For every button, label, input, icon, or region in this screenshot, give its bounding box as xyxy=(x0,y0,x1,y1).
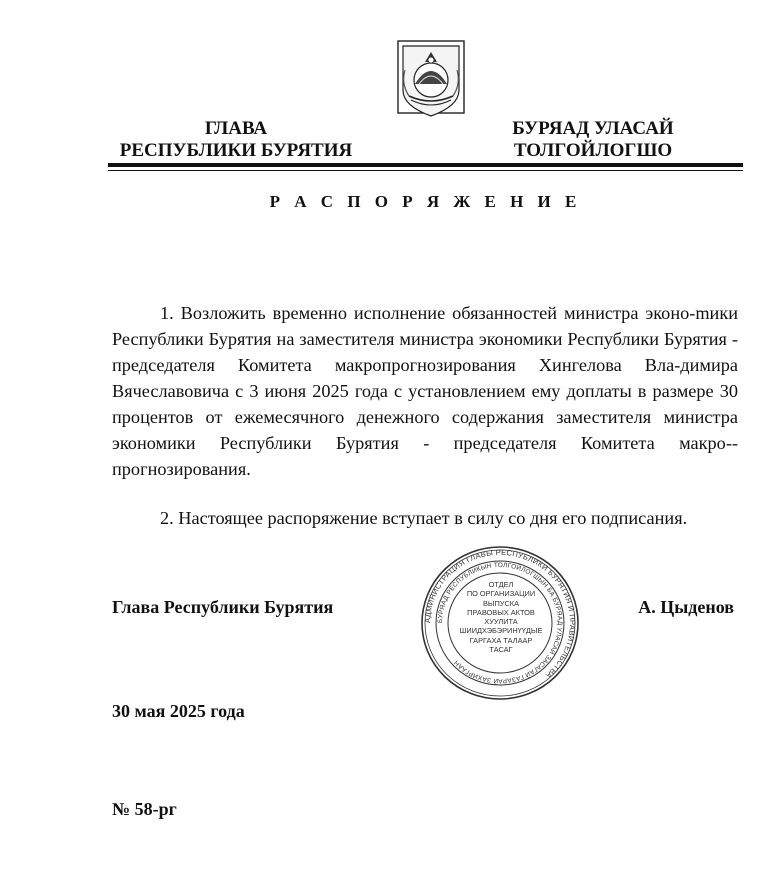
stamp-center-line: ПО ОРГАНИЗАЦИИ xyxy=(466,589,536,599)
buryatia-coat-of-arms-icon xyxy=(397,40,465,120)
stamp-center-line: ВЫПУСКА xyxy=(482,598,520,608)
stamp-outer-ring-text: АДМИНИСТРАЦИЯ ГЛАВЫ РЕСПУБЛИКИ БУРЯТИЯ И ПРАВИТЕЛЬСТВА xyxy=(422,547,578,681)
signature-name: А. Цыденов xyxy=(638,597,734,617)
header-divider-thin xyxy=(108,170,743,171)
header-divider-thick xyxy=(108,163,743,167)
document-number: № 58-рг xyxy=(112,799,177,819)
header-left-line1: ГЛАВА xyxy=(204,118,268,139)
stamp-center-line: ТАСАГ xyxy=(489,645,513,655)
header-right-line1: БУРЯАД УЛАСАЙ xyxy=(512,118,674,139)
stamp-center-text xyxy=(445,580,557,654)
stamp-center-line: ХУУЛИТА xyxy=(484,617,518,627)
header-right-line2: ТОЛГОЙЛОГШО xyxy=(513,140,673,161)
stamp-inner-ring-text: БУРЯАД РЕСПУБЛИКЫН ТОЛГОЙЛОГШЫН БА БУРЯАД УЛАСАЙ ЗАСАГАЙ ГАЗАРАЙ ЗАХИРГААН xyxy=(436,561,564,685)
paragraph-2: 2. Настоящее распоряжение вступает в силу со дня его подписания. xyxy=(160,508,688,528)
header-left xyxy=(105,118,367,162)
header-left-line2: РЕСПУБЛИКИ БУРЯТИЯ xyxy=(119,140,353,161)
stamp-center-line: ШИИДХЭБЭРИНҮҮДЫЕ xyxy=(459,626,543,636)
header-right xyxy=(478,118,708,162)
stamp-center-line: ПРАВОВЫХ АКТОВ xyxy=(467,607,535,617)
stamp-center-line: ГАРГАХА ТАЛААР xyxy=(469,635,533,645)
signature-title: Глава Республики Бурятия xyxy=(112,597,334,617)
stamp-center-line: ОТДЕЛ xyxy=(488,580,514,589)
document-date: 30 мая 2025 года xyxy=(112,701,245,721)
paragraph-1: 1. Возложить временно исполнение обязанностей министра эконо-mики Республики Бурятия на заместителя министра экономики Республики Бурятия - председателя Комитета макропрогнозирования Хингелова Вла-димира Вячеславовича с 3 июня 2025 года с установлением ему доплаты в размере 30 процентов от ежемесячного денежного содержания заместителя министра экономики Республики Бурятия - председателя Комитета макро-прогнозирования. xyxy=(112,303,738,479)
document-type-title: Р А С П О Р Я Ж Е Н И Е xyxy=(269,192,582,211)
